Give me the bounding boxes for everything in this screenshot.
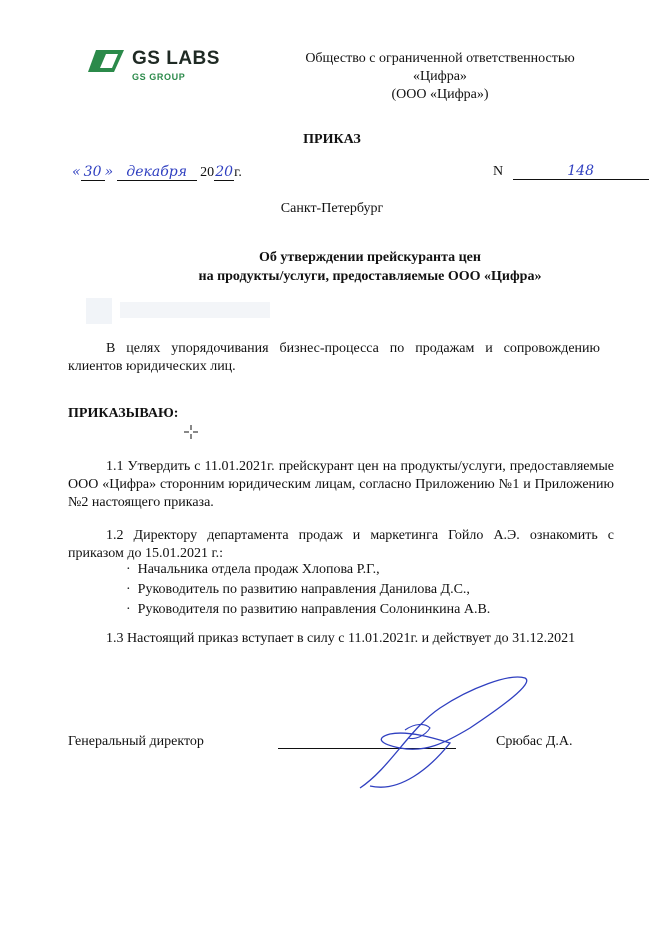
bleed-through-watermark [80, 292, 280, 332]
company-line-3: (ООО «Цифра») [391, 87, 489, 102]
list-item: · Начальника отдела продаж Хлопова Р.Г., [126, 562, 380, 577]
bullet-icon: · [126, 562, 138, 577]
order-heading: ПРИКАЗЫВАЮ: [68, 406, 179, 421]
logo-name: GS LABS [132, 48, 220, 69]
subject-line-1: Об утверждении прейскуранта цен [259, 250, 481, 265]
item-1-3: 1.3 Настоящий приказ вступает в силу с 11.01.2021г. и действует до 31.12.2021 [106, 631, 576, 646]
item-1-1: 1.1 Утвердить с 11.01.2021г. прейскурант цен на продукты/услуги, предоставляемые ООО «Цифра» сторонним юридическим лицам, согласно Приложению №1 и Приложению №2 настоящего приказа. [68, 459, 614, 510]
date-day: 30 [81, 165, 105, 181]
subject-line-2: на продукты/услуги, предоставляемые ООО «Цифра» [198, 269, 542, 284]
date-suffix: г. [234, 165, 242, 180]
signer-name: Срюбас Д.А. [496, 734, 573, 749]
document-title: ПРИКАЗ [303, 132, 361, 147]
date-year-prefix: 20 [200, 165, 215, 180]
date-close-quote: » [104, 164, 114, 180]
list-item: · Руководитель по развитию направления Данилова Д.С., [126, 582, 470, 597]
bullet-icon: · [126, 602, 138, 617]
company-header [290, 50, 590, 104]
employee-list [126, 560, 586, 620]
date-year: 20 [215, 164, 234, 180]
order-date [72, 164, 242, 181]
number-value: 148 [513, 164, 649, 180]
signer-position: Генеральный директор [68, 734, 204, 749]
city: Санкт-Петербург [280, 201, 384, 216]
company-line-2: «Цифра» [413, 69, 467, 84]
company-line-1: Общество с ограниченной ответственностью [305, 51, 575, 66]
order-subject [150, 248, 590, 286]
bullet-icon: · [126, 582, 138, 597]
crosshair-cursor-icon [184, 425, 198, 439]
intro-paragraph: В целях упорядочивания бизнес-процесса по продажам и сопровождению клиентов юридических лиц. [68, 341, 600, 374]
date-open-quote: « [72, 164, 81, 180]
item-1-2: 1.2 Директору департамента продаж и маркетинга Гойло А.Э. ознакомить с приказом до 15.01.2021 г.: [68, 528, 614, 561]
company-logo [88, 48, 268, 90]
order-number [493, 164, 649, 180]
handwritten-signature [330, 668, 550, 798]
gs-logo-mark-icon [88, 50, 126, 72]
number-label: N [493, 164, 504, 179]
logo-group: GS GROUP [132, 72, 186, 82]
date-month: декабря [117, 165, 197, 181]
list-item: · Руководителя по развитию направления Солонинкина А.В. [126, 602, 491, 617]
